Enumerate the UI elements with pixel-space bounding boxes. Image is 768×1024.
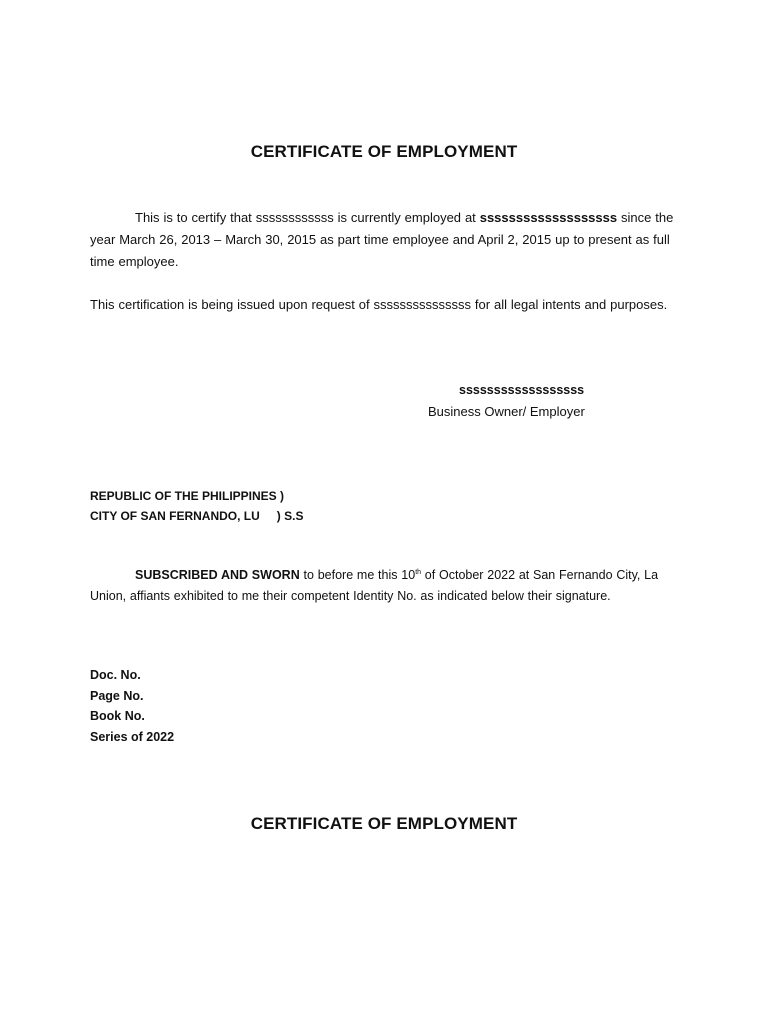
page-no: Page No. xyxy=(90,688,144,703)
venue-city-name: CITY OF SAN FERNANDO, LU xyxy=(90,509,260,523)
jurat-text-end: of October 2022 at San Fernando City, La Union, affiants exhibited to me their competent Identity No. as indicated below their signature. xyxy=(90,568,659,603)
venue-country: REPUBLIC OF THE PHILIPPINES ) xyxy=(90,489,285,503)
certificate-title-repeated: CERTIFICATE OF EMPLOYMENT xyxy=(250,814,518,833)
employer-name: sssssssssssssssssss xyxy=(479,210,618,225)
certification-paragraph xyxy=(90,207,690,273)
book-no: Book No. xyxy=(90,709,145,723)
doc-no: Doc. No. xyxy=(90,668,141,682)
jurat-paragraph xyxy=(90,565,690,607)
jurat-heading: SUBSCRIBED AND SWORN xyxy=(135,568,300,582)
venue-ss: ) S.S xyxy=(276,509,304,523)
signatory-name: ssssssssssssssssss xyxy=(459,383,585,397)
certification-text-start: This is to certify that ssssssssssss is currently employed at xyxy=(135,210,480,225)
jurat-superscript: th xyxy=(415,568,422,576)
series: Series of 2022 xyxy=(90,729,175,744)
jurat-text-start: to before me this 10 xyxy=(299,568,416,582)
certification-text-end: since the year March 26, 2013 – March 30, 2015 as part time employee and April 2, 2015 up to present as full time employee. xyxy=(90,210,674,269)
notarial-entries xyxy=(90,665,174,747)
venue-city xyxy=(90,506,303,526)
certificate-title: CERTIFICATE OF EMPLOYMENT xyxy=(250,142,518,161)
signatory-title: Business Owner/ Employer xyxy=(428,404,585,419)
purpose-paragraph: This certification is being issued upon request of sssssssssssssss for all legal intents and purposes. xyxy=(90,297,668,312)
